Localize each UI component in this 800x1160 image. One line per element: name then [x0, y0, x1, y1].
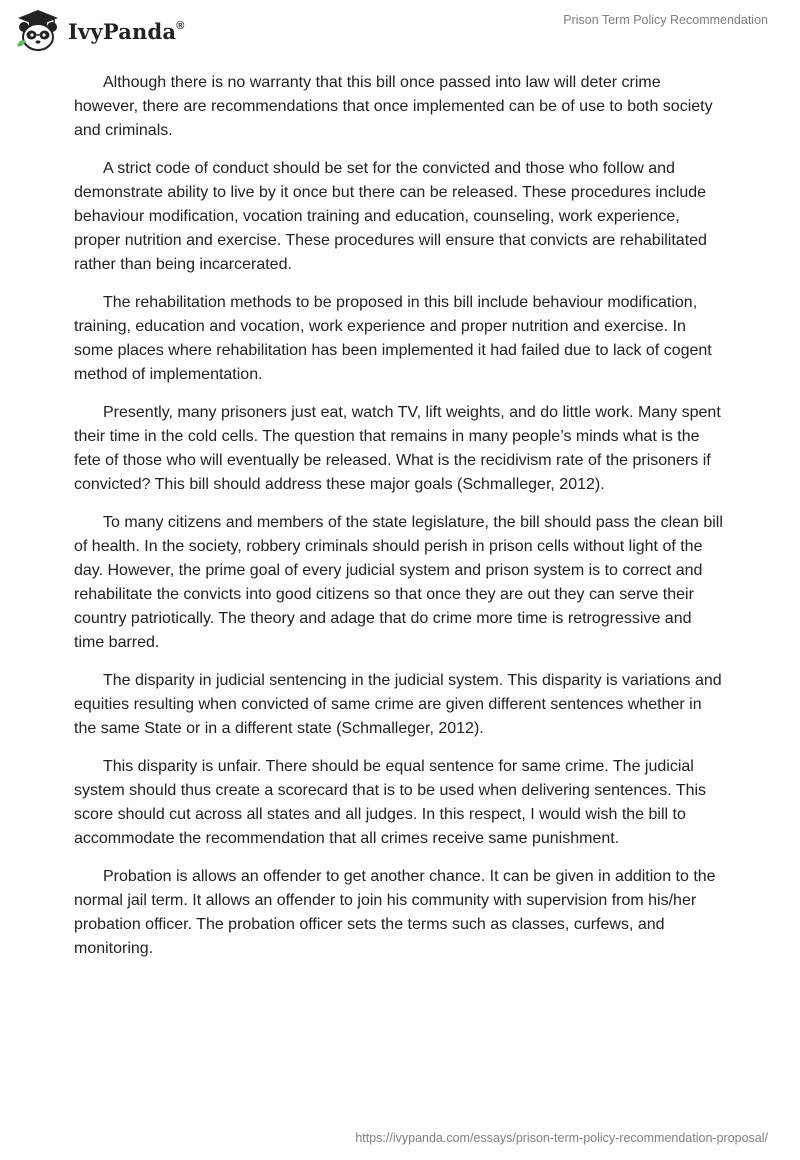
panda-mascot-icon — [14, 8, 62, 54]
paragraph: A strict code of conduct should be set for the convicted and those who follow and demonstrate ability to live by it once but there can be released. These procedures include behaviour modification, vocation training and education, counseling, work experience, proper nutrition and exercise. These procedures will ensure that convicts are rehabilitated rather than being incarcerated. — [74, 160, 707, 273]
paragraph: Although there is no warranty that this bill once passed into law will deter crime however, there are recommendations that once implemented can be of use to both society and criminals. — [74, 74, 713, 139]
paragraph: The disparity in judicial sentencing in the judicial system. This disparity is variations and equities resulting when convicted of same crime are given different sentences whether in the same State or in a different state (Schmalleger, 2012). — [74, 672, 722, 737]
paragraph: The rehabilitation methods to be proposed in this bill include behaviour modification, training, education and vocation, work experience and proper nutrition and exercise. In some places where rehabilitation has been implemented it had failed due to lack of cogent method of implementation. — [74, 294, 712, 383]
paragraph: This disparity is unfair. There should be equal sentence for same crime. The judicial system should thus create a scorecard that is to be used when delivering sentences. This score should cut across all states and all judges. In this respect, I would wish the bill to accommodate the recommendation that all crimes receive same punishment. — [74, 758, 707, 847]
source-url[interactable]: https://ivypanda.com/essays/prison-term-policy-recommendation-proposal/ — [355, 1131, 768, 1145]
brand-name: IvyPanda® — [68, 18, 185, 44]
essay-body — [74, 71, 726, 975]
page-header — [0, 0, 800, 60]
paragraph: Probation is allows an offender to get another chance. It can be given in addition to the normal jail term. It allows an offender to join his community with supervision from his/her probation officer. The probation officer sets the terms such as classes, curfews, and monitoring. — [74, 868, 716, 957]
paragraph: Presently, many prisoners just eat, watch TV, lift weights, and do little work. Many spent their time in the cold cells. The question that remains in many people’s minds what is the fete of those who will eventually be released. What is the recidivism rate of the prisoners if convicted? This bill should address these major goals (Schmalleger, 2012). — [74, 404, 721, 493]
running-title: Prison Term Policy Recommendation — [563, 13, 768, 27]
ivypanda-logo[interactable] — [14, 8, 185, 54]
paragraph: To many citizens and members of the state legislature, the bill should pass the clean bill of health. In the society, robbery criminals should perish in prison cells without light of the day. However, the prime goal of every judicial system and prison system is to correct and rehabilitate the convicts into good citizens so that once they are out they can serve their country patriotically. The theory and adage that do crime more time is retrogressive and time barred. — [74, 514, 723, 651]
